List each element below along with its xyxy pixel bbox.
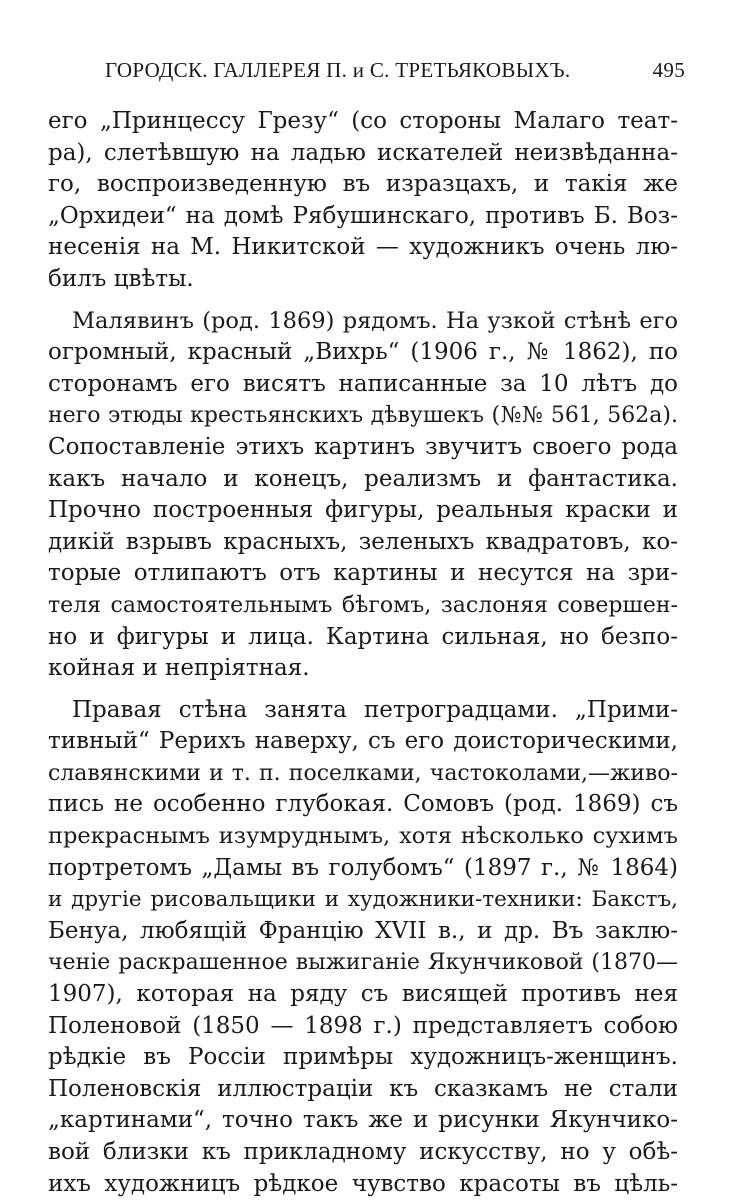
- text-line: и другіе рисовальщики и художники-техники: Бакстъ,: [48, 887, 678, 913]
- text-line: ра), слетѣвшую на ладью искателей неизвѣданна-: [48, 139, 678, 166]
- text-line: теля самостоятельнымъ бѣгомъ, заслоняя совершен-: [48, 592, 678, 618]
- text-line: несенія на М. Никитской — художникъ очень лю-: [48, 234, 678, 261]
- running-header: [105, 58, 685, 88]
- text-line: койная и непріятная.: [48, 655, 310, 682]
- paragraph: [48, 306, 678, 685]
- text-line: Сопоставленіе этихъ картинъ звучитъ своего рода: [48, 433, 678, 460]
- text-line: го, воспроизведенную въ изразцахъ, и такія же: [48, 171, 678, 198]
- text-line: огромный, красный „Вихрь“ (1906 г., № 1862), по: [48, 339, 678, 366]
- text-line: какъ начало и конецъ, реализмъ и фантастика.: [48, 465, 678, 492]
- text-line: его „Принцессу Грезу“ (со стороны Малаго теат-: [48, 108, 678, 134]
- text-line: тивный“ Рерихъ наверху, съ его доисторическими,: [48, 728, 678, 755]
- paragraph: [48, 695, 678, 1200]
- text-line: него этюды крестьянскихъ дѣвушекъ (№№ 561, 562а).: [48, 403, 678, 429]
- text-line: прекраснымъ изумруднымъ, хотя нѣсколько сухимъ: [48, 823, 678, 850]
- text-line: Поленовой (1850 — 1898 г.) представляетъ собою: [48, 1012, 678, 1039]
- body-text: [48, 106, 678, 1200]
- text-line: Поленовскія иллюстраціи къ сказкамъ не стали: [48, 1075, 678, 1102]
- text-line: славянскими и т. п. поселками, частоколами,—живо-: [48, 760, 678, 786]
- text-line: 1907), которая на ряду съ висящей противъ нея: [48, 981, 678, 1008]
- text-line: „Орхидеи“ на домѣ Рябушинскаго, противъ Б. Воз-: [48, 202, 678, 229]
- paragraph: [48, 106, 678, 296]
- text-line: торые отлипаютъ отъ картины и несутся на зри-: [48, 560, 678, 587]
- text-line: сторонамъ его висятъ написанные за 10 лѣтъ до: [48, 370, 678, 397]
- text-line: Малявинъ (род. 1869) рядомъ. На узкой стѣнѣ его: [72, 307, 678, 334]
- text-line: пись не особенно глубокая. Сомовъ (род. 1869) съ: [48, 791, 678, 818]
- text-line: дикій взрывъ красныхъ, зеленыхъ квадратовъ, ко-: [48, 528, 678, 555]
- page-number: 495: [652, 58, 685, 82]
- text-line: ченіе раскрашенное выжиганіе Якунчиковой (1870—: [48, 950, 678, 976]
- text-line: Правая стѣна занята петроградцами. „Прими-: [72, 696, 678, 723]
- text-line: портретомъ „Дамы въ голубомъ“ (1897 г., № 1864): [48, 854, 678, 881]
- text-line: рѣдкіе въ Россіи примѣры художницъ-женщинъ.: [48, 1044, 678, 1071]
- text-line: но и фигуры и лица. Картина сильная, но безпо-: [48, 623, 678, 650]
- paragraph-gap: [48, 296, 678, 306]
- text-line: Бенуа, любящій Францію XVII в., и др. Въ заклю-: [48, 917, 678, 944]
- text-line: „картинами“, точно такъ же и рисунки Якунчико-: [48, 1107, 678, 1134]
- text-line: вой близки къ прикладному искусству, но у обѣ-: [48, 1139, 678, 1165]
- text-line: Прочно построенныя фигуры, реальныя краски и: [48, 497, 678, 524]
- paragraph-gap: [48, 685, 678, 695]
- text-line: билъ цвѣты.: [48, 265, 194, 292]
- running-title: ГОРОДСК. ГАЛЛЕРЕЯ П. и С. ТРЕТЬЯКОВЫХЪ.: [105, 58, 571, 82]
- text-line: ихъ художницъ рѣдкое чувство красоты въ цѣль-: [48, 1170, 678, 1197]
